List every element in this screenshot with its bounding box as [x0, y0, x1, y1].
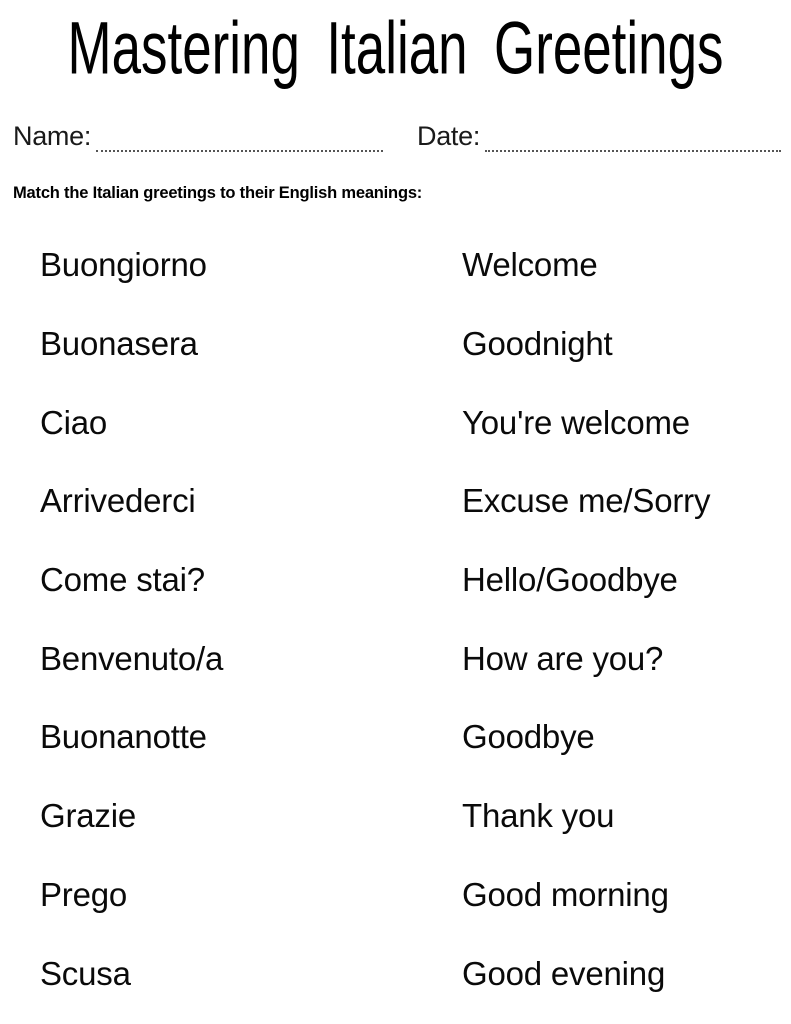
english-meaning: Excuse me/Sorry: [462, 482, 711, 520]
italian-term: Buonasera: [40, 325, 198, 363]
italian-term: Ciao: [40, 403, 108, 441]
italian-term: Arrivederci: [40, 482, 196, 520]
italian-term: Scusa: [40, 954, 131, 992]
name-field: [13, 122, 383, 152]
english-meaning: Good evening: [462, 954, 666, 992]
english-meaning: Welcome: [462, 246, 598, 284]
name-label: Name:: [13, 121, 92, 151]
english-meaning: How are you?: [462, 639, 664, 677]
italian-term: Prego: [40, 875, 128, 913]
english-meaning: Hello/Goodbye: [462, 561, 678, 599]
italian-term: Grazie: [40, 797, 136, 835]
italian-term: Benvenuto/a: [40, 639, 224, 677]
english-meaning: Goodnight: [462, 325, 613, 363]
italian-term: Buongiorno: [40, 246, 207, 284]
date-blank-line[interactable]: [485, 124, 781, 152]
worksheet-title: Mastering Italian Greetings: [67, 7, 724, 91]
english-meaning: You're welcome: [462, 403, 690, 441]
english-meaning: Thank you: [462, 797, 615, 835]
italian-term: Come stai?: [40, 561, 205, 599]
instruction-text: Match the Italian greetings to their English meanings:: [13, 184, 423, 202]
english-meaning: Good morning: [462, 875, 669, 913]
date-field: [417, 122, 781, 152]
date-label: Date:: [417, 121, 481, 151]
english-meaning: Goodbye: [462, 718, 595, 756]
match-list: [40, 226, 780, 1013]
name-blank-line[interactable]: [96, 124, 383, 152]
italian-term: Buonanotte: [40, 718, 207, 756]
